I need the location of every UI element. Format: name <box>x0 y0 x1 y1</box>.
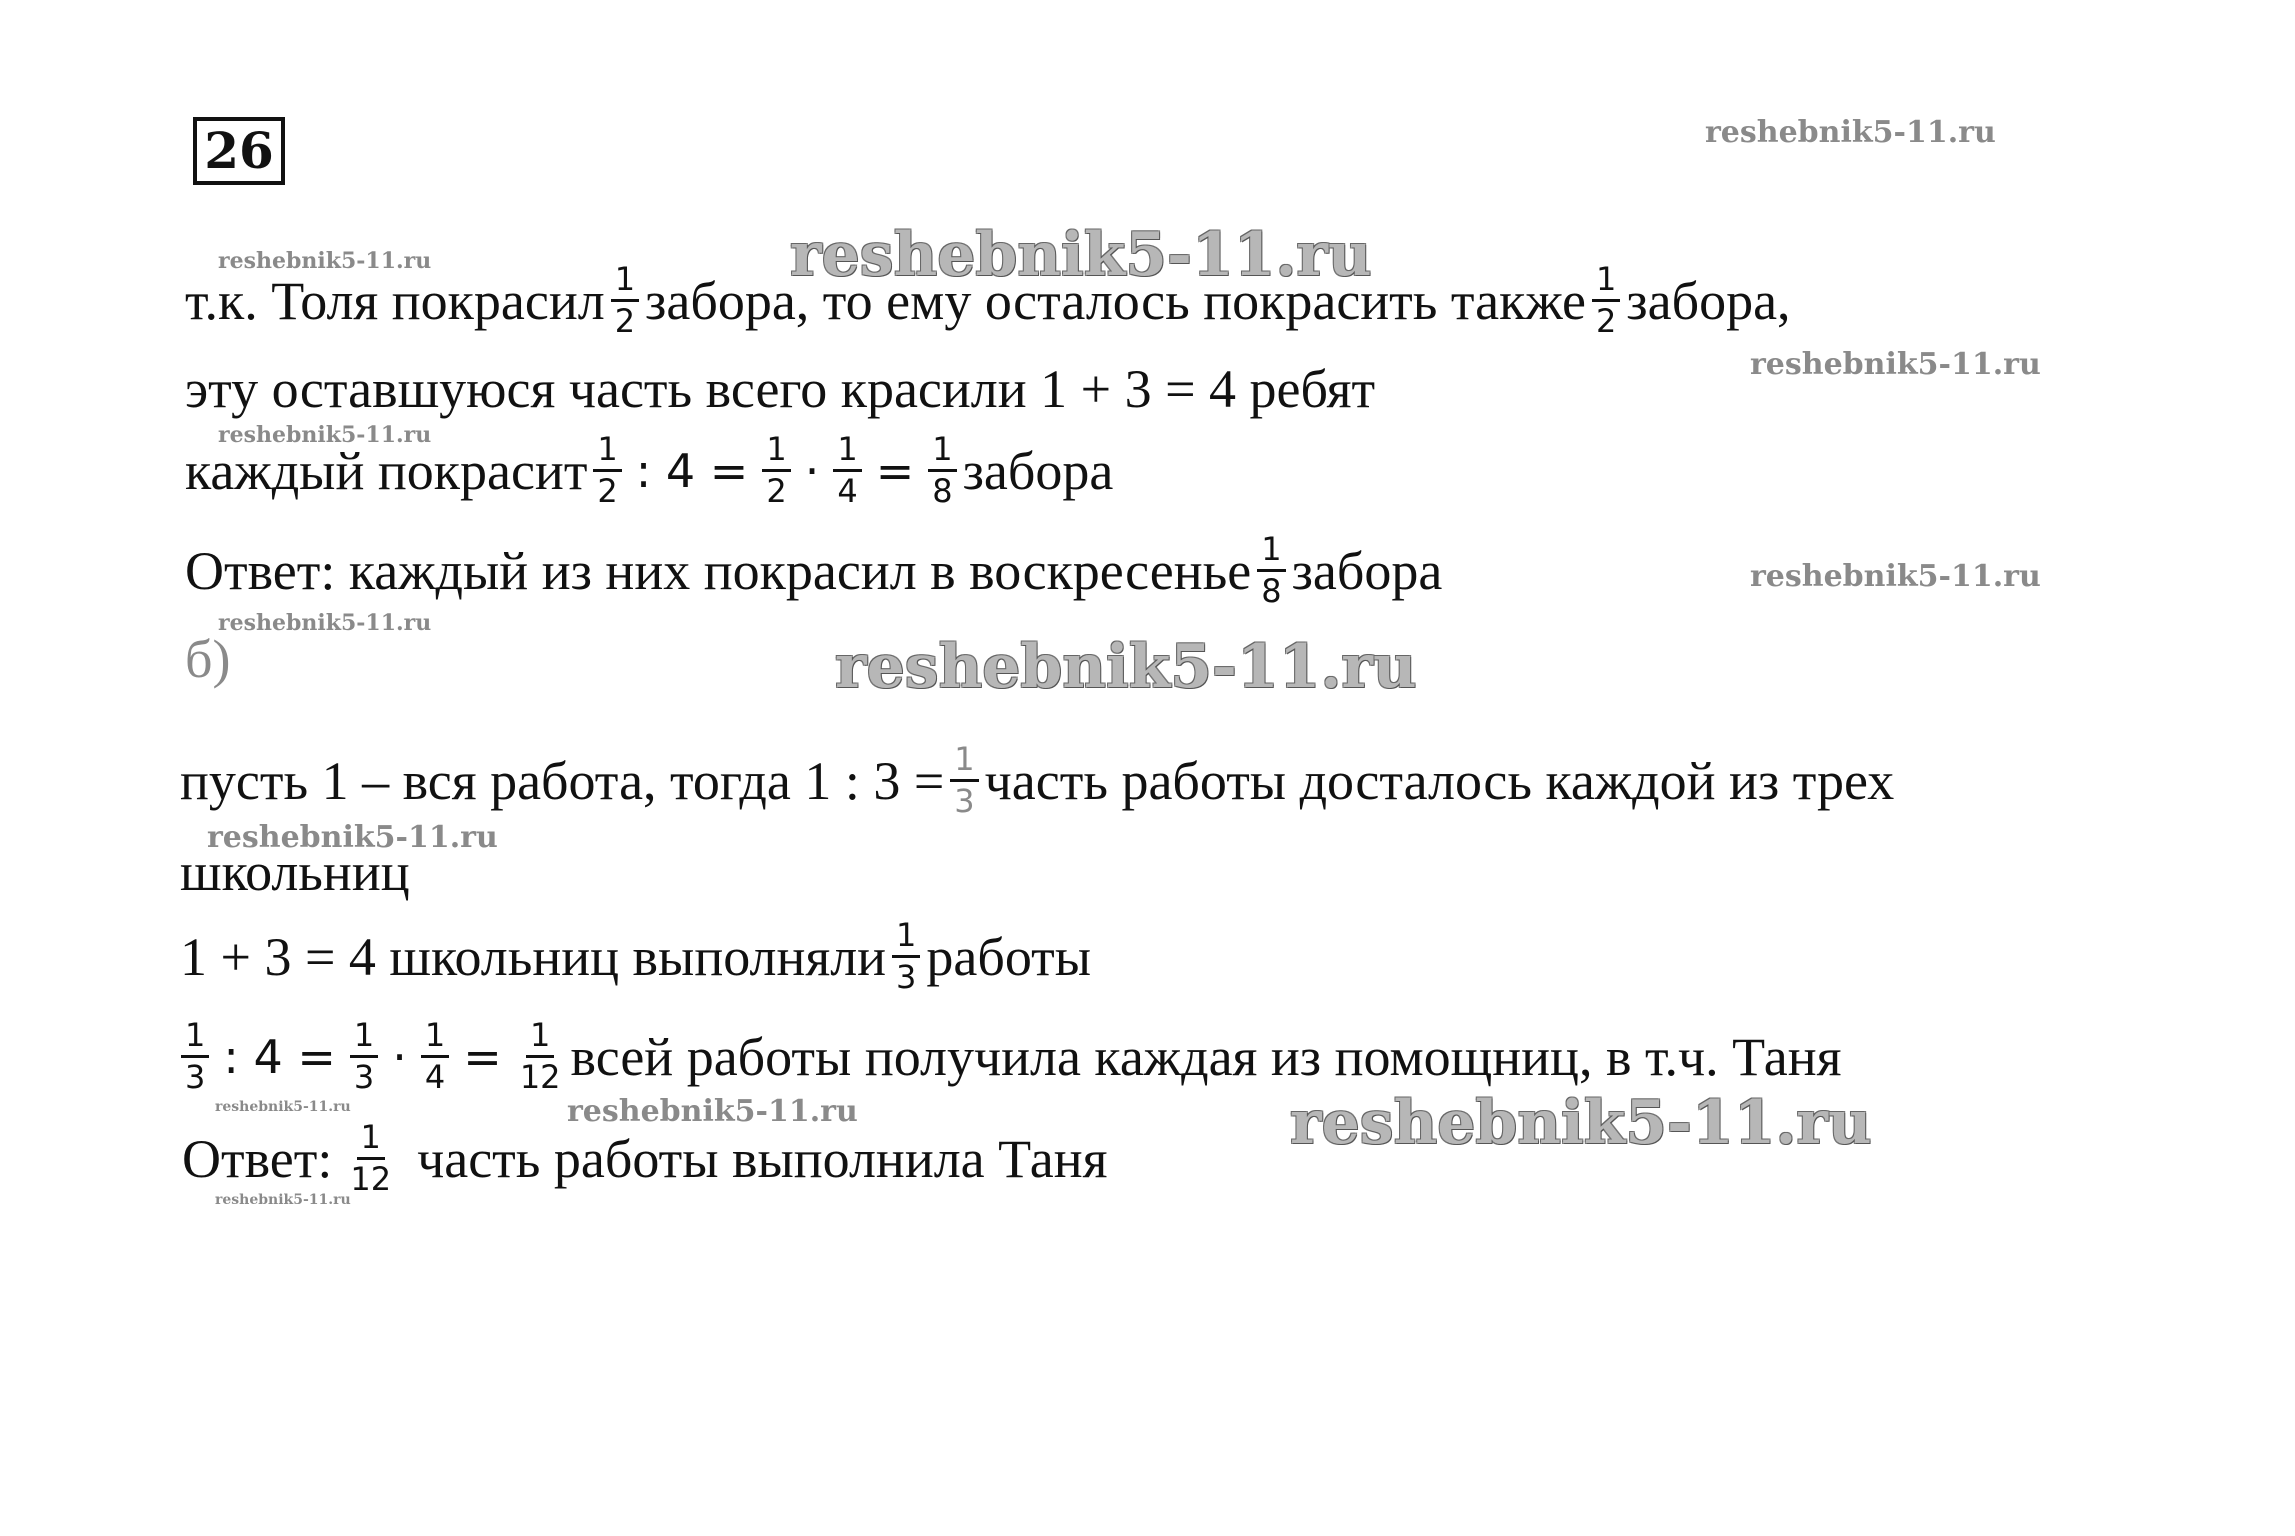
fraction <box>833 432 861 509</box>
solution-line-3 <box>185 432 1113 509</box>
fraction <box>611 262 639 339</box>
denominator: 3 <box>954 782 975 821</box>
fraction <box>181 1018 209 1095</box>
text: школьниц <box>180 842 410 902</box>
text: Ответ: каждый из них покрасил в воскресенье <box>185 540 1252 601</box>
fraction <box>593 432 621 509</box>
fraction <box>1592 262 1620 339</box>
text: 1 + 3 = 4 школьниц выполняли <box>180 926 887 987</box>
denominator: 12 <box>350 1160 392 1199</box>
operator: = <box>875 443 915 498</box>
watermark: reshebnik5-11.ru <box>218 422 432 448</box>
fraction <box>1257 532 1285 609</box>
denominator: 2 <box>597 472 618 511</box>
numerator: 1 <box>181 1018 209 1058</box>
watermark: reshebnik5-11.ru <box>215 1192 351 1208</box>
numerator: 1 <box>593 432 621 472</box>
denominator: 4 <box>837 472 858 511</box>
watermark: reshebnik5-11.ru <box>835 632 1417 702</box>
denominator: 8 <box>932 472 953 511</box>
numerator: 1 <box>762 432 790 472</box>
fraction <box>928 432 956 509</box>
numerator: 1 <box>526 1018 554 1058</box>
denominator: 8 <box>1261 572 1282 611</box>
solution-line-9 <box>175 1018 1841 1095</box>
operator: · <box>392 1029 407 1084</box>
text: работы <box>926 926 1092 987</box>
watermark: reshebnik5-11.ru <box>1750 559 2041 594</box>
text: забора, <box>1626 270 1791 331</box>
watermark: reshebnik5-11.ru <box>218 610 432 636</box>
watermark: reshebnik5-11.ru <box>1750 347 2041 382</box>
denominator: 2 <box>766 472 787 511</box>
operator: = <box>463 1029 502 1084</box>
part-b-label <box>185 629 231 689</box>
text: забора <box>962 440 1114 501</box>
text: б) <box>185 629 231 689</box>
fraction <box>516 1018 565 1095</box>
text: эту оставшуюся часть всего красили 1 + 3 = 4 ребят <box>185 359 1376 419</box>
fraction <box>346 1120 395 1197</box>
text: часть работы выполнила Таня <box>417 1128 1108 1189</box>
watermark: reshebnik5-11.ru <box>1290 1088 1872 1158</box>
solution-line-8 <box>180 918 1091 995</box>
numerator: 1 <box>1257 532 1285 572</box>
denominator: 3 <box>896 958 917 997</box>
numerator: 1 <box>928 432 956 472</box>
watermark: reshebnik5-11.ru <box>790 220 1372 290</box>
watermark: reshebnik5-11.ru <box>567 1094 858 1129</box>
denominator: 3 <box>185 1058 206 1097</box>
text: забора, то ему осталось покрасить также <box>645 270 1586 331</box>
text: всей работы получила каждая из помощниц, в т.ч. Таня <box>570 1026 1842 1087</box>
watermark: reshebnik5-11.ru <box>207 820 498 855</box>
denominator: 4 <box>424 1058 446 1097</box>
solution-line-6 <box>180 742 1894 819</box>
fraction <box>350 1018 378 1095</box>
denominator: 2 <box>614 302 636 341</box>
numerator: 1 <box>833 432 861 472</box>
fraction <box>421 1018 449 1095</box>
problem-number: 26 <box>193 117 285 185</box>
text: забора <box>1291 540 1443 601</box>
numerator: 1 <box>1592 262 1620 302</box>
text: пусть 1 – вся работа, тогда 1 : 3 = <box>180 750 945 811</box>
text: часть работы досталось каждой из трех <box>984 750 1895 811</box>
watermark: reshebnik5-11.ru <box>1705 115 1996 150</box>
solution-line-2 <box>185 359 1376 419</box>
numerator: 1 <box>950 742 978 782</box>
numerator: 1 <box>611 262 639 302</box>
solution-line-4 <box>185 532 1442 609</box>
operator: : 4 = <box>635 443 749 498</box>
watermark: reshebnik5-11.ru <box>218 248 432 274</box>
denominator: 3 <box>353 1058 375 1097</box>
solution-line-1 <box>185 262 1791 339</box>
fraction <box>762 432 790 509</box>
text: т.к. Толя покрасил <box>185 270 605 331</box>
text: Ответ: <box>182 1128 333 1189</box>
numerator: 1 <box>350 1018 378 1058</box>
operator: · <box>804 443 820 498</box>
denominator: 12 <box>519 1058 561 1097</box>
numerator: 1 <box>421 1018 449 1058</box>
operator: : 4 = <box>223 1029 336 1084</box>
solution-line-7 <box>180 842 410 902</box>
denominator: 2 <box>1595 302 1617 341</box>
numerator: 1 <box>357 1120 385 1160</box>
watermark: reshebnik5-11.ru <box>215 1099 351 1115</box>
fraction <box>950 742 978 819</box>
answer-line <box>182 1120 1107 1197</box>
fraction <box>892 918 920 995</box>
text: каждый покрасит <box>185 440 588 501</box>
numerator: 1 <box>892 918 920 958</box>
